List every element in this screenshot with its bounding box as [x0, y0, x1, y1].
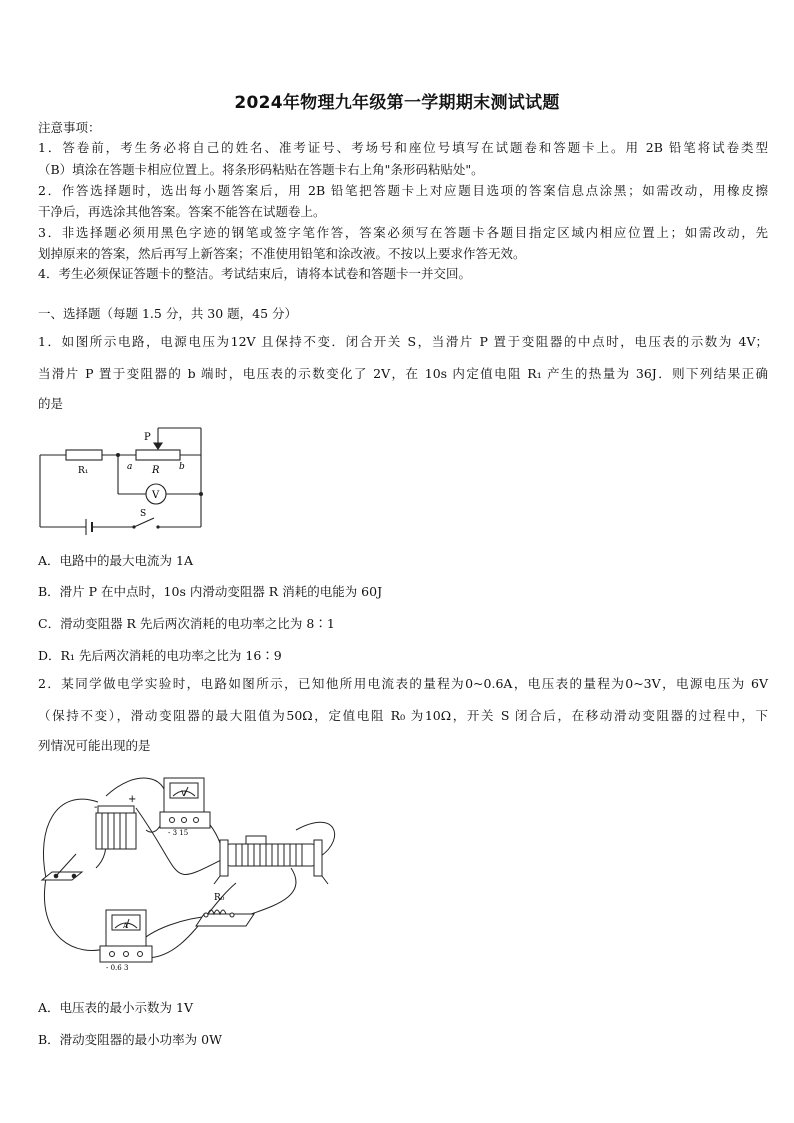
label-s: S	[140, 509, 147, 519]
section-heading: 一、选择题（每题 1.5 分，共 30 题，45 分）	[38, 306, 298, 321]
notice-line: 干净后，再选涂其他答案。答案不能答在试题卷上。	[38, 204, 326, 219]
ammeter-terminals: - 0.6 3	[106, 964, 129, 972]
notice-line: 3．非选择题必须用黑色字迹的钢笔或签字笔作答，答案必须写在答题卡各题目指定区域内相应位置上；如需改动，先	[38, 225, 768, 240]
notice-line: 4．考生必须保证答题卡的整洁。考试结束后，请将本试卷和答题卡一并交回。	[38, 266, 471, 281]
voltmeter-icon	[160, 778, 210, 828]
notice-line: 1．答卷前，考生务必将自己的姓名、准考证号、考场号和座位号填写在试题卷和答题卡上。用 2B 铅笔将试卷类型	[38, 140, 768, 155]
notice-heading: 注意事项：	[38, 120, 101, 135]
question-1-text: 当滑片 P 置于变阻器的 b 端时，电压表的示数变化了 2V，在 10s 内定值电阻 R₁ 产生的热量为 36J．则下列结果正确	[38, 366, 768, 381]
question-1-circuit-diagram	[36, 420, 216, 535]
battery-icon	[96, 806, 136, 849]
label-a: a	[127, 462, 133, 472]
label-r: R	[152, 465, 160, 476]
label-b: b	[179, 462, 185, 472]
switch-icon	[42, 854, 82, 880]
question-2-text: （保持不变），滑动变阻器的最大阻值为50Ω，定值电阻 R₀ 为10Ω，开关 S 闭合后，在移动滑动变阻器的过程中，下	[38, 708, 768, 723]
notice-line: 2．作答选择题时，选出每小题答案后，用 2B 铅笔把答题卡上对应题目选项的答案信息点涂黑；如需改动，用橡皮擦	[38, 183, 768, 198]
rheostat-icon	[214, 836, 328, 884]
question-2-option-b[interactable]: B．滑动变阻器的最小功率为 0W	[38, 1032, 222, 1047]
ammeter-icon	[100, 910, 152, 962]
question-2-option-a[interactable]: A．电压表的最小示数为 1V	[38, 1000, 193, 1015]
question-2-text: 列情况可能出现的是	[38, 738, 151, 753]
question-1-option-b[interactable]: B．滑片 P 在中点时，10s 内滑动变阻器 R 消耗的电能为 60J	[38, 584, 383, 599]
voltmeter-label: V	[181, 790, 187, 798]
label-v: V	[152, 490, 160, 501]
ammeter-label: A	[123, 922, 129, 930]
label-r1: R₁	[78, 466, 89, 476]
notice-line: （B）填涂在答题卡相应位置上。将条形码粘贴在答题卡右上角"条形码粘贴处"。	[38, 162, 484, 177]
label-p: P	[144, 432, 151, 443]
question-1-text: 1．如图所示电路，电源电压为12V 且保持不变．闭合开关 S，当滑片 P 置于变阻器的中点时，电压表的示数为 4V；	[38, 334, 768, 349]
question-1-option-d[interactable]: D．R₁ 先后两次消耗的电功率之比为 16∶9	[38, 648, 282, 663]
question-1-option-a[interactable]: A．电路中的最大电流为 1A	[38, 553, 193, 568]
page-title: 2024年物理九年级第一学期期末测试试题	[234, 93, 560, 113]
notice-line: 划掉原来的答案，然后再写上新答案；不准使用铅笔和涂改液。不按以上要求作答无效。	[38, 246, 526, 261]
question-1-text: 的是	[38, 396, 64, 411]
question-2-circuit-drawing	[36, 768, 356, 980]
voltmeter-terminals: - 3 15	[168, 829, 189, 837]
battery-plus-label: +	[128, 794, 137, 805]
r0-label: R₀	[214, 893, 225, 903]
question-2-text: 2．某同学做电学实验时，电路如图所示，已知他所用电流表的量程为0~0.6A，电压表的量程为0~3V，电源电压为 6V	[38, 676, 768, 691]
question-1-option-c[interactable]: C．滑动变阻器 R 先后两次消耗的电功率之比为 8∶1	[38, 616, 335, 631]
resistor-r0-icon	[196, 910, 254, 926]
battery-minus-label: -	[94, 802, 98, 813]
